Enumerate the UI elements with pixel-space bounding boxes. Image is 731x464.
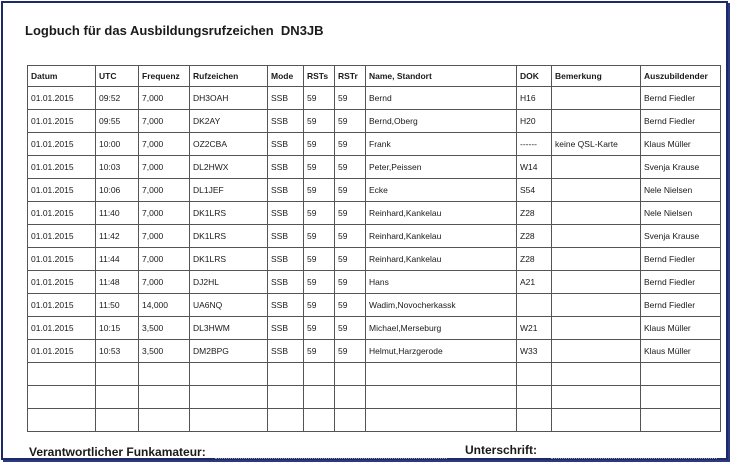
cell-mode: SSB [268, 340, 304, 363]
cell-datum [28, 363, 96, 386]
cell-utc: 11:42 [96, 225, 139, 248]
cell-rsts [304, 363, 335, 386]
table-row [28, 409, 721, 432]
table-header-row [28, 66, 721, 87]
cell-bemerkung [552, 202, 641, 225]
cell-name-standort [366, 409, 517, 432]
cell-rufzeichen: DK1LRS [190, 248, 268, 271]
cell-rstr: 59 [335, 317, 366, 340]
cell-bemerkung: keine QSL-Karte [552, 133, 641, 156]
cell-utc: 10:00 [96, 133, 139, 156]
cell-frequenz [139, 363, 190, 386]
cell-name-standort: Michael,Merseburg [366, 317, 517, 340]
cell-mode: SSB [268, 248, 304, 271]
cell-mode: SSB [268, 156, 304, 179]
cell-auszubildender: Klaus Müller [641, 133, 721, 156]
cell-mode: SSB [268, 271, 304, 294]
cell-name-standort [366, 363, 517, 386]
cell-rsts: 59 [304, 340, 335, 363]
cell-rufzeichen [190, 409, 268, 432]
cell-frequenz: 7,000 [139, 271, 190, 294]
cell-datum: 01.01.2015 [28, 271, 96, 294]
cell-utc: 11:48 [96, 271, 139, 294]
table-row [28, 363, 721, 386]
logbook-table [27, 65, 721, 432]
cell-mode: SSB [268, 225, 304, 248]
cell-name-standort: Bernd,Oberg [366, 110, 517, 133]
cell-name-standort: Wadim,Novocherkassk [366, 294, 517, 317]
cell-dok [517, 386, 552, 409]
cell-auszubildender: Bernd Fiedler [641, 294, 721, 317]
cell-datum: 01.01.2015 [28, 87, 96, 110]
table-row [28, 340, 721, 363]
cell-frequenz: 3,500 [139, 317, 190, 340]
table-row [28, 225, 721, 248]
cell-auszubildender: Svenja Krause [641, 156, 721, 179]
cell-datum: 01.01.2015 [28, 202, 96, 225]
cell-rstr [335, 386, 366, 409]
cell-mode: SSB [268, 87, 304, 110]
col-header-mode: Mode [268, 66, 304, 87]
cell-rsts: 59 [304, 225, 335, 248]
cell-datum: 01.01.2015 [28, 248, 96, 271]
cell-utc: 11:50 [96, 294, 139, 317]
table-row [28, 133, 721, 156]
cell-bemerkung [552, 317, 641, 340]
cell-auszubildender [641, 386, 721, 409]
cell-frequenz: 7,000 [139, 156, 190, 179]
cell-frequenz: 7,000 [139, 133, 190, 156]
cell-mode: SSB [268, 294, 304, 317]
table-row [28, 248, 721, 271]
cell-dok: Z28 [517, 225, 552, 248]
cell-bemerkung [552, 409, 641, 432]
table-row [28, 386, 721, 409]
cell-mode: SSB [268, 179, 304, 202]
cell-frequenz: 7,000 [139, 110, 190, 133]
cell-dok: H20 [517, 110, 552, 133]
cell-utc [96, 363, 139, 386]
table-row [28, 110, 721, 133]
cell-dok: S54 [517, 179, 552, 202]
cell-utc [96, 409, 139, 432]
cell-name-standort: Ecke [366, 179, 517, 202]
cell-bemerkung [552, 87, 641, 110]
cell-datum [28, 409, 96, 432]
table-row [28, 179, 721, 202]
table-row [28, 294, 721, 317]
cell-datum: 01.01.2015 [28, 133, 96, 156]
cell-rstr: 59 [335, 156, 366, 179]
col-header-dok: DOK [517, 66, 552, 87]
cell-rsts [304, 409, 335, 432]
cell-rstr [335, 409, 366, 432]
cell-auszubildender: Bernd Fiedler [641, 87, 721, 110]
cell-dok: W33 [517, 340, 552, 363]
cell-bemerkung [552, 340, 641, 363]
cell-rstr: 59 [335, 271, 366, 294]
cell-rstr: 59 [335, 87, 366, 110]
cell-frequenz: 7,000 [139, 202, 190, 225]
cell-auszubildender [641, 363, 721, 386]
table-row [28, 156, 721, 179]
col-header-datum: Datum [28, 66, 96, 87]
responsible-operator-line [215, 458, 447, 459]
cell-rufzeichen: DK1LRS [190, 202, 268, 225]
cell-datum: 01.01.2015 [28, 110, 96, 133]
table-body [28, 87, 721, 432]
cell-mode [268, 386, 304, 409]
cell-rufzeichen: OZ2CBA [190, 133, 268, 156]
cell-rstr: 59 [335, 202, 366, 225]
cell-name-standort: Reinhard,Kankelau [366, 225, 517, 248]
cell-dok: W14 [517, 156, 552, 179]
cell-rstr: 59 [335, 133, 366, 156]
cell-mode [268, 363, 304, 386]
cell-dok: Z28 [517, 248, 552, 271]
cell-bemerkung [552, 294, 641, 317]
cell-datum: 01.01.2015 [28, 179, 96, 202]
cell-utc [96, 386, 139, 409]
col-header-rufzeichen: Rufzeichen [190, 66, 268, 87]
cell-frequenz: 7,000 [139, 225, 190, 248]
cell-mode: SSB [268, 133, 304, 156]
col-header-auszubildender: Auszubildender [641, 66, 721, 87]
cell-frequenz: 3,500 [139, 340, 190, 363]
cell-datum: 01.01.2015 [28, 156, 96, 179]
cell-frequenz: 7,000 [139, 248, 190, 271]
cell-rufzeichen [190, 386, 268, 409]
col-header-rstr: RSTr [335, 66, 366, 87]
cell-dok: Z28 [517, 202, 552, 225]
cell-name-standort: Reinhard,Kankelau [366, 202, 517, 225]
cell-rsts: 59 [304, 294, 335, 317]
table-row [28, 87, 721, 110]
cell-frequenz: 14,000 [139, 294, 190, 317]
logbook-title: Logbuch für das Ausbildungsrufzeichen DN3JB [25, 23, 324, 38]
cell-name-standort [366, 386, 517, 409]
col-header-utc: UTC [96, 66, 139, 87]
cell-auszubildender: Bernd Fiedler [641, 271, 721, 294]
cell-dok: H16 [517, 87, 552, 110]
cell-dok: A21 [517, 271, 552, 294]
cell-rufzeichen: DL2HWX [190, 156, 268, 179]
col-header-bemerkung: Bemerkung [552, 66, 641, 87]
cell-rstr: 59 [335, 179, 366, 202]
cell-utc: 09:55 [96, 110, 139, 133]
cell-rufzeichen [190, 363, 268, 386]
cell-rufzeichen: DH3OAH [190, 87, 268, 110]
cell-rufzeichen: DK2AY [190, 110, 268, 133]
table-row [28, 202, 721, 225]
cell-rsts: 59 [304, 317, 335, 340]
col-header-name-standort: Name, Standort [366, 66, 517, 87]
cell-mode: SSB [268, 110, 304, 133]
cell-utc: 10:03 [96, 156, 139, 179]
cell-rsts: 59 [304, 156, 335, 179]
cell-rsts: 59 [304, 271, 335, 294]
cell-dok: W21 [517, 317, 552, 340]
cell-dok: ------ [517, 133, 552, 156]
cell-rstr: 59 [335, 248, 366, 271]
col-header-rsts: RSTs [304, 66, 335, 87]
cell-rufzeichen: UA6NQ [190, 294, 268, 317]
cell-rstr: 59 [335, 294, 366, 317]
cell-datum: 01.01.2015 [28, 317, 96, 340]
cell-auszubildender: Svenja Krause [641, 225, 721, 248]
cell-auszubildender [641, 409, 721, 432]
cell-rufzeichen: DM2BPG [190, 340, 268, 363]
cell-datum: 01.01.2015 [28, 294, 96, 317]
cell-rsts: 59 [304, 202, 335, 225]
cell-auszubildender: Nele Nielsen [641, 202, 721, 225]
cell-frequenz: 7,000 [139, 87, 190, 110]
cell-rufzeichen: DK1LRS [190, 225, 268, 248]
cell-auszubildender: Bernd Fiedler [641, 248, 721, 271]
cell-utc: 10:15 [96, 317, 139, 340]
cell-utc: 10:53 [96, 340, 139, 363]
cell-bemerkung [552, 156, 641, 179]
cell-rstr: 59 [335, 340, 366, 363]
cell-frequenz: 7,000 [139, 179, 190, 202]
cell-utc: 11:40 [96, 202, 139, 225]
cell-rstr: 59 [335, 225, 366, 248]
cell-auszubildender: Klaus Müller [641, 317, 721, 340]
cell-mode [268, 409, 304, 432]
cell-name-standort: Hans [366, 271, 517, 294]
cell-frequenz [139, 409, 190, 432]
cell-rufzeichen: DL3HWM [190, 317, 268, 340]
cell-bemerkung [552, 363, 641, 386]
cell-dok [517, 294, 552, 317]
cell-datum: 01.01.2015 [28, 225, 96, 248]
cell-bemerkung [552, 179, 641, 202]
cell-rsts: 59 [304, 248, 335, 271]
cell-rsts: 59 [304, 133, 335, 156]
cell-name-standort: Frank [366, 133, 517, 156]
cell-dok [517, 409, 552, 432]
cell-datum [28, 386, 96, 409]
cell-rsts: 59 [304, 110, 335, 133]
cell-bemerkung [552, 110, 641, 133]
cell-rsts [304, 386, 335, 409]
cell-rsts: 59 [304, 87, 335, 110]
table-row [28, 317, 721, 340]
cell-rstr: 59 [335, 110, 366, 133]
col-header-frequenz: Frequenz [139, 66, 190, 87]
cell-bemerkung [552, 271, 641, 294]
cell-utc: 11:44 [96, 248, 139, 271]
signature-label: Unterschrift: [465, 443, 538, 457]
cell-mode: SSB [268, 317, 304, 340]
cell-mode: SSB [268, 202, 304, 225]
cell-datum: 01.01.2015 [28, 340, 96, 363]
cell-dok [517, 363, 552, 386]
responsible-operator-label: Verantwortlicher Funkamateur: [29, 445, 206, 459]
cell-auszubildender: Klaus Müller [641, 340, 721, 363]
cell-auszubildender: Bernd Fiedler [641, 110, 721, 133]
cell-utc: 10:06 [96, 179, 139, 202]
cell-name-standort: Bernd [366, 87, 517, 110]
cell-utc: 09:52 [96, 87, 139, 110]
cell-name-standort: Reinhard,Kankelau [366, 248, 517, 271]
signature-line [551, 458, 717, 459]
cell-rsts: 59 [304, 179, 335, 202]
cell-name-standort: Helmut,Harzgerode [366, 340, 517, 363]
cell-rstr [335, 363, 366, 386]
cell-rufzeichen: DL1JEF [190, 179, 268, 202]
cell-bemerkung [552, 225, 641, 248]
cell-bemerkung [552, 248, 641, 271]
logbook-page [1, 1, 728, 460]
cell-frequenz [139, 386, 190, 409]
table-row [28, 271, 721, 294]
cell-name-standort: Peter,Peissen [366, 156, 517, 179]
cell-bemerkung [552, 386, 641, 409]
cell-auszubildender: Nele Nielsen [641, 179, 721, 202]
cell-rufzeichen: DJ2HL [190, 271, 268, 294]
